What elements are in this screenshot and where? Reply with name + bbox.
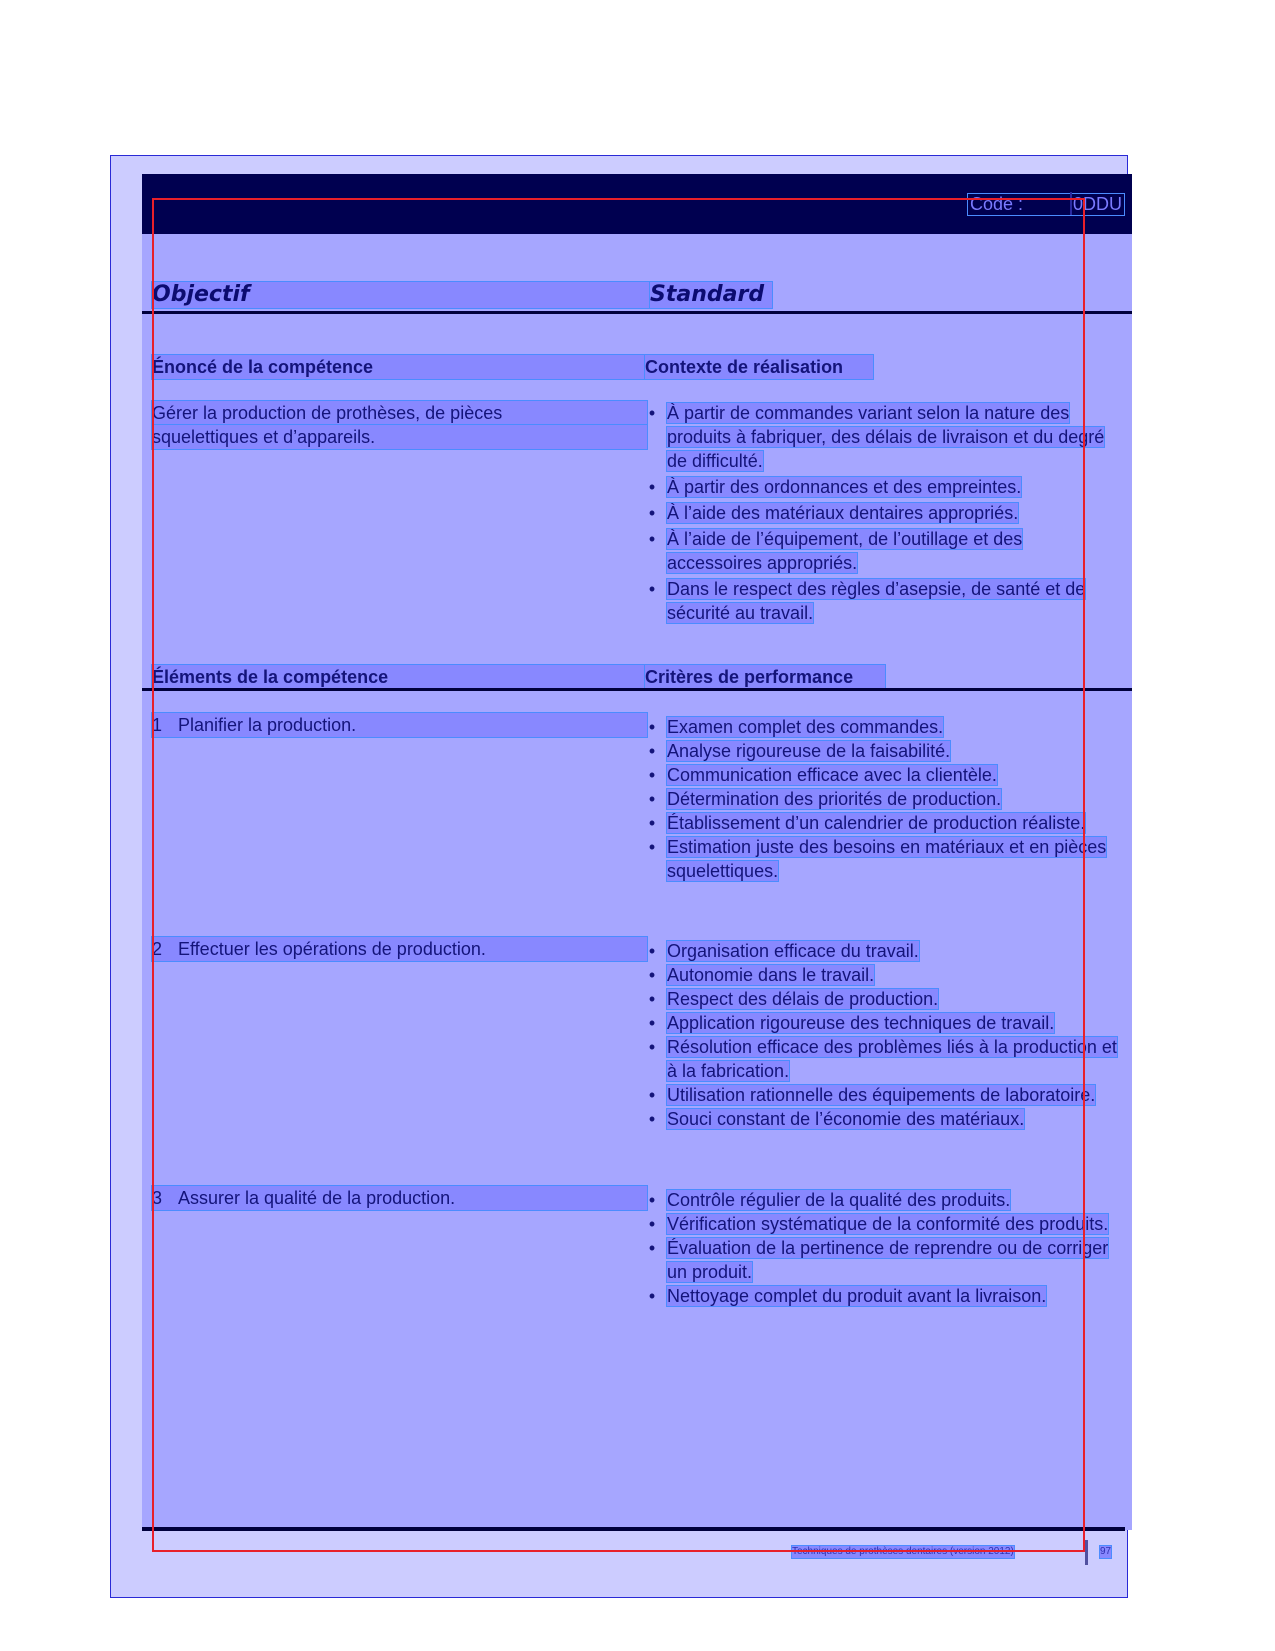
bullet-icon: • <box>648 1013 656 1033</box>
bullet-icon: • <box>648 403 656 423</box>
criterion-item: • Autonomie dans le travail. <box>645 963 1120 987</box>
criterion-item: • Établissement d’un calendrier de production réaliste. <box>645 811 1120 835</box>
criteria-list-1 <box>645 715 1120 883</box>
bullet-icon: • <box>648 1190 656 1210</box>
section-divider-top <box>142 311 1132 314</box>
element-label: Assurer la qualité de la production. <box>178 1188 456 1208</box>
criteria-list-2 <box>645 939 1120 1131</box>
bullet-icon: • <box>648 837 656 857</box>
section-divider-elements <box>142 688 1132 691</box>
bullet-icon: • <box>648 503 656 523</box>
standard-heading: Standard <box>650 282 772 308</box>
criterion-item: • Communication efficace avec la clientèle. <box>645 763 1120 787</box>
context-heading: Contexte de réalisation <box>645 355 873 379</box>
criterion-item: • Résolution efficace des problèmes liés à la production et à la fabrication. <box>645 1035 1120 1083</box>
criterion-item: • Organisation efficace du travail. <box>645 939 1120 963</box>
criterion-item: • Utilisation rationnelle des équipements de laboratoire. <box>645 1083 1120 1107</box>
element-3 <box>152 1186 647 1210</box>
bullet-icon: • <box>648 813 656 833</box>
criterion-item: • Respect des délais de production. <box>645 987 1120 1011</box>
code-separator <box>1024 192 1072 215</box>
criterion-item: • Souci constant de l’économie des matériaux. <box>645 1107 1120 1131</box>
page-number: 97 <box>1100 1546 1112 1557</box>
criterion-item: • Évaluation de la pertinence de reprendre ou de corriger un produit. <box>645 1236 1120 1284</box>
criteria-list-3 <box>645 1188 1120 1308</box>
element-label: Effectuer les opérations de production. <box>178 939 486 959</box>
competence-statement-line-1: Gérer la production de prothèses, de pièces <box>152 401 647 425</box>
elements-heading: Éléments de la compétence <box>152 665 647 689</box>
criterion-item: • Analyse rigoureuse de la faisabilité. <box>645 739 1120 763</box>
criterion-item: • Vérification systématique de la conformité des produits. <box>645 1212 1120 1236</box>
bullet-icon: • <box>648 579 656 599</box>
element-number: 3 <box>152 1188 163 1208</box>
criteria-heading: Critères de performance <box>645 665 885 689</box>
element-1 <box>152 713 647 737</box>
bullet-icon: • <box>648 741 656 761</box>
competence-heading: Énoncé de la compétence <box>152 355 647 379</box>
bullet-icon: • <box>648 477 656 497</box>
bullet-icon: • <box>648 765 656 785</box>
criterion-item: • Estimation juste des besoins en matériaux et en pièces squelettiques. <box>645 835 1120 883</box>
bullet-icon: • <box>648 989 656 1009</box>
criterion-item: • Application rigoureuse des techniques de travail. <box>645 1011 1120 1035</box>
bullet-icon: • <box>648 965 656 985</box>
criterion-item: • Contrôle régulier de la qualité des produits. <box>645 1188 1120 1212</box>
bullet-icon: • <box>648 941 656 961</box>
element-number: 2 <box>152 939 163 959</box>
context-item: • À partir des ordonnances et des empreintes. <box>645 475 1120 499</box>
footer-separator <box>1085 1540 1088 1565</box>
competence-statement-line-2: squelettiques et d’appareils. <box>152 425 647 449</box>
context-item: • À l’aide des matériaux dentaires appropriés. <box>645 501 1120 525</box>
criterion-item: • Nettoyage complet du produit avant la livraison. <box>645 1284 1120 1308</box>
code-label: Code : <box>970 194 1024 214</box>
context-item: • Dans le respect des règles d’asepsie, de santé et de sécurité au travail. <box>645 577 1120 625</box>
context-item: • À partir de commandes variant selon la nature des produits à fabriquer, des délais de livraison et du degré de difficulté. <box>645 401 1120 473</box>
criterion-item: • Détermination des priorités de production. <box>645 787 1120 811</box>
bullet-icon: • <box>648 1238 656 1258</box>
bullet-icon: • <box>648 1085 656 1105</box>
context-item: • À l’aide de l’équipement, de l’outillage et des accessoires appropriés. <box>645 527 1120 575</box>
element-2 <box>152 937 647 961</box>
bullet-icon: • <box>648 1037 656 1057</box>
element-number: 1 <box>152 715 163 735</box>
bullet-icon: • <box>648 1109 656 1129</box>
competency-code <box>967 193 1125 216</box>
bullet-icon: • <box>648 789 656 809</box>
objectif-heading: Objectif <box>152 282 652 308</box>
criterion-item: • Examen complet des commandes. <box>645 715 1120 739</box>
bullet-icon: • <box>648 717 656 737</box>
footer-title: Techniques de prothèses dentaires (version 2012) <box>792 1546 1014 1557</box>
element-label: Planifier la production. <box>178 715 357 735</box>
bullet-icon: • <box>648 1214 656 1234</box>
bullet-icon: • <box>648 529 656 549</box>
context-list <box>645 401 1120 625</box>
footer-divider <box>142 1527 1125 1531</box>
bullet-icon: • <box>648 1286 656 1306</box>
code-value: 0DDU <box>1072 194 1122 214</box>
